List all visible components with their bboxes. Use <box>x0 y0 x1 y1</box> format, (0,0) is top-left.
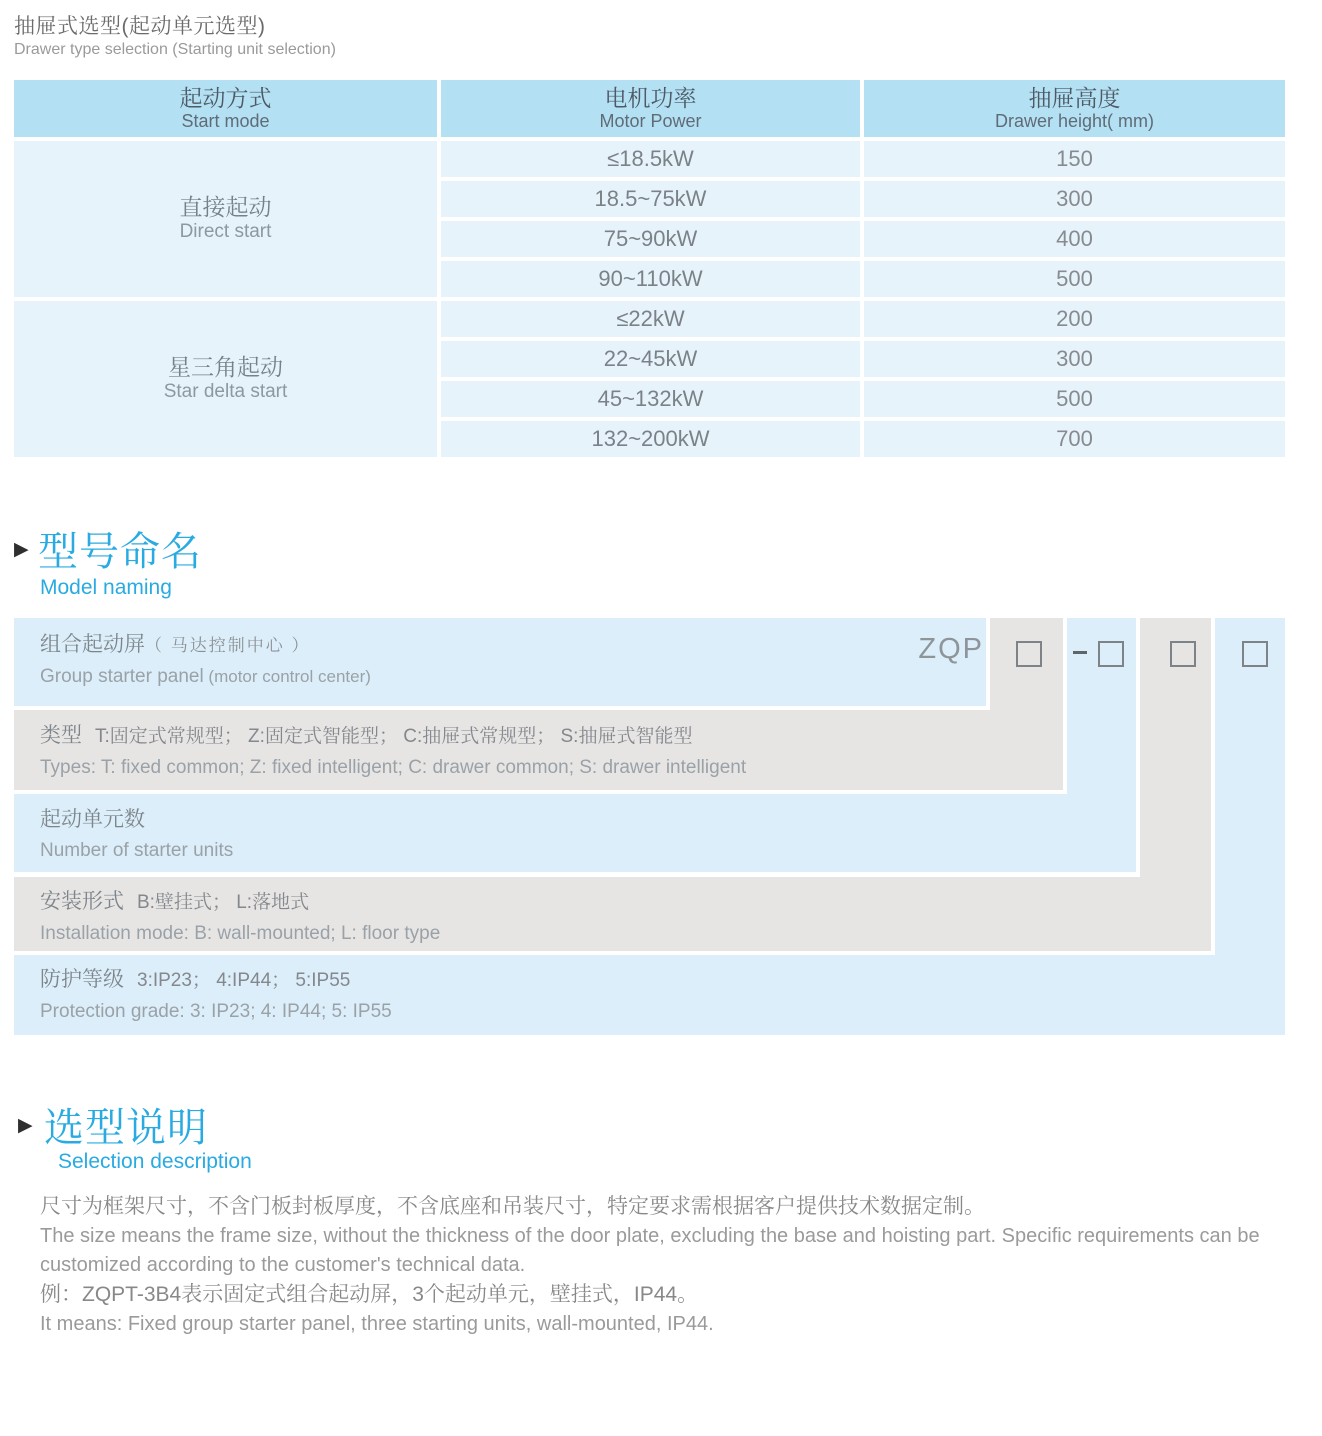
table-cell-power: 90~110kW <box>441 261 860 297</box>
selection-description-title-cn: 选型说明 <box>44 1106 208 1150</box>
header-en: Motor Power <box>599 111 702 132</box>
drawer-selection-table <box>14 80 1285 457</box>
table-cell-power: 75~90kW <box>441 221 860 257</box>
description-line: customized according to the customer's technical data. <box>40 1254 526 1276</box>
table-cell-power: 18.5~75kW <box>441 181 860 217</box>
section-arrow-icon: ▶ <box>18 1115 33 1136</box>
header-cn: 电机功率 <box>604 84 697 111</box>
table-cell-height: 300 <box>864 341 1285 377</box>
row-label-en: Types: T: fixed common; Z: fixed intelligent; C: drawer common; S: drawer intelligent <box>40 757 747 778</box>
table-cell-height: 400 <box>864 221 1285 257</box>
row-label-cn: 起动单元数 <box>40 808 145 831</box>
model-row-starter-units <box>40 806 233 864</box>
row-label-en: Number of starter units <box>40 840 234 861</box>
page-title-cn: 抽屉式选型(起动单元选型) <box>14 15 266 38</box>
row-label-cn: 防护等级 <box>40 968 124 991</box>
row-label-cn-sub: （ 马达控制中心 ） <box>145 636 311 655</box>
table-header-drawer-height <box>864 80 1285 137</box>
table-header-motor-power <box>441 80 860 137</box>
model-code-box-installation <box>1170 641 1196 667</box>
table-cell-height: 300 <box>864 181 1285 217</box>
model-row-installation-mode <box>40 888 440 947</box>
mode-cn: 直接起动 <box>179 193 272 220</box>
table-header-start-mode <box>14 80 437 137</box>
table-cell-height: 500 <box>864 261 1285 297</box>
table-cell-power: ≤22kW <box>441 301 860 337</box>
model-code-box-protection <box>1242 641 1268 667</box>
row-label-cn: 类型 <box>40 724 82 747</box>
row-label-cn: 安装形式 <box>40 890 124 913</box>
mode-cn: 星三角起动 <box>168 353 283 380</box>
mode-en: Star delta start <box>163 381 288 403</box>
row-detail-cn: T:固定式常规型； Z:固定式智能型； C:抽屉式常规型； S:抽屉式智能型 <box>95 726 693 747</box>
row-label-en-sub: (motor control center) <box>203 667 371 686</box>
model-row-protection-grade <box>40 966 392 1025</box>
row-detail-cn: 3:IP23； 4:IP44； 5:IP55 <box>137 970 351 991</box>
model-row-group-starter-panel <box>40 631 371 690</box>
table-cell-power: 22~45kW <box>441 341 860 377</box>
table-cell-height: 200 <box>864 301 1285 337</box>
description-line: It means: Fixed group starter panel, three starting units, wall-mounted, IP44. <box>40 1313 714 1335</box>
table-cell-power: 132~200kW <box>441 421 860 457</box>
model-code-dash <box>1073 651 1087 654</box>
table-cell-height: 150 <box>864 141 1285 177</box>
model-code-box-type <box>1016 641 1042 667</box>
header-cn: 抽屉高度 <box>1028 84 1121 111</box>
model-naming-title-en: Model naming <box>40 576 172 599</box>
model-row-types <box>40 722 746 781</box>
selection-description-title-en: Selection description <box>58 1150 252 1173</box>
model-code-prefix: ZQP <box>918 633 984 665</box>
description-line: The size means the frame size, without the thickness of the door plate, excluding the base and hoisting part. Specific requirements can be <box>40 1225 1260 1247</box>
row-label-en: Installation mode: B: wall-mounted; L: floor type <box>40 923 441 944</box>
header-en: Drawer height( mm) <box>994 111 1155 132</box>
header-cn: 起动方式 <box>179 84 272 111</box>
section-arrow-icon: ▶ <box>14 539 29 560</box>
table-cell-power: 45~132kW <box>441 381 860 417</box>
description-line: 尺寸为框架尺寸，不含门板封板厚度，不含底座和吊装尺寸，特定要求需根据客户提供技术数据定制。 <box>40 1195 985 1218</box>
table-cell-height: 500 <box>864 381 1285 417</box>
row-label-cn: 组合起动屏 <box>40 633 145 656</box>
start-mode-star-delta-cell <box>14 301 437 457</box>
selection-description-paragraph <box>40 1192 1292 1339</box>
model-naming-title-cn: 型号命名 <box>38 530 202 574</box>
page-title-en: Drawer type selection (Starting unit selection) <box>14 41 336 58</box>
model-code-box-units <box>1098 641 1124 667</box>
table-cell-height: 700 <box>864 421 1285 457</box>
row-detail-cn: B:壁挂式； L:落地式 <box>137 892 310 913</box>
header-en: Start mode <box>181 111 270 132</box>
mode-en: Direct start <box>179 221 272 243</box>
start-mode-direct-cell <box>14 141 437 297</box>
table-cell-power: ≤18.5kW <box>441 141 860 177</box>
row-label-en: Protection grade: 3: IP23; 4: IP44; 5: IP55 <box>40 1001 392 1022</box>
row-label-en: Group starter panel <box>40 666 204 687</box>
description-line: 例：ZQPT-3B4表示固定式组合起动屏，3个起动单元，壁挂式，IP44。 <box>40 1283 699 1306</box>
